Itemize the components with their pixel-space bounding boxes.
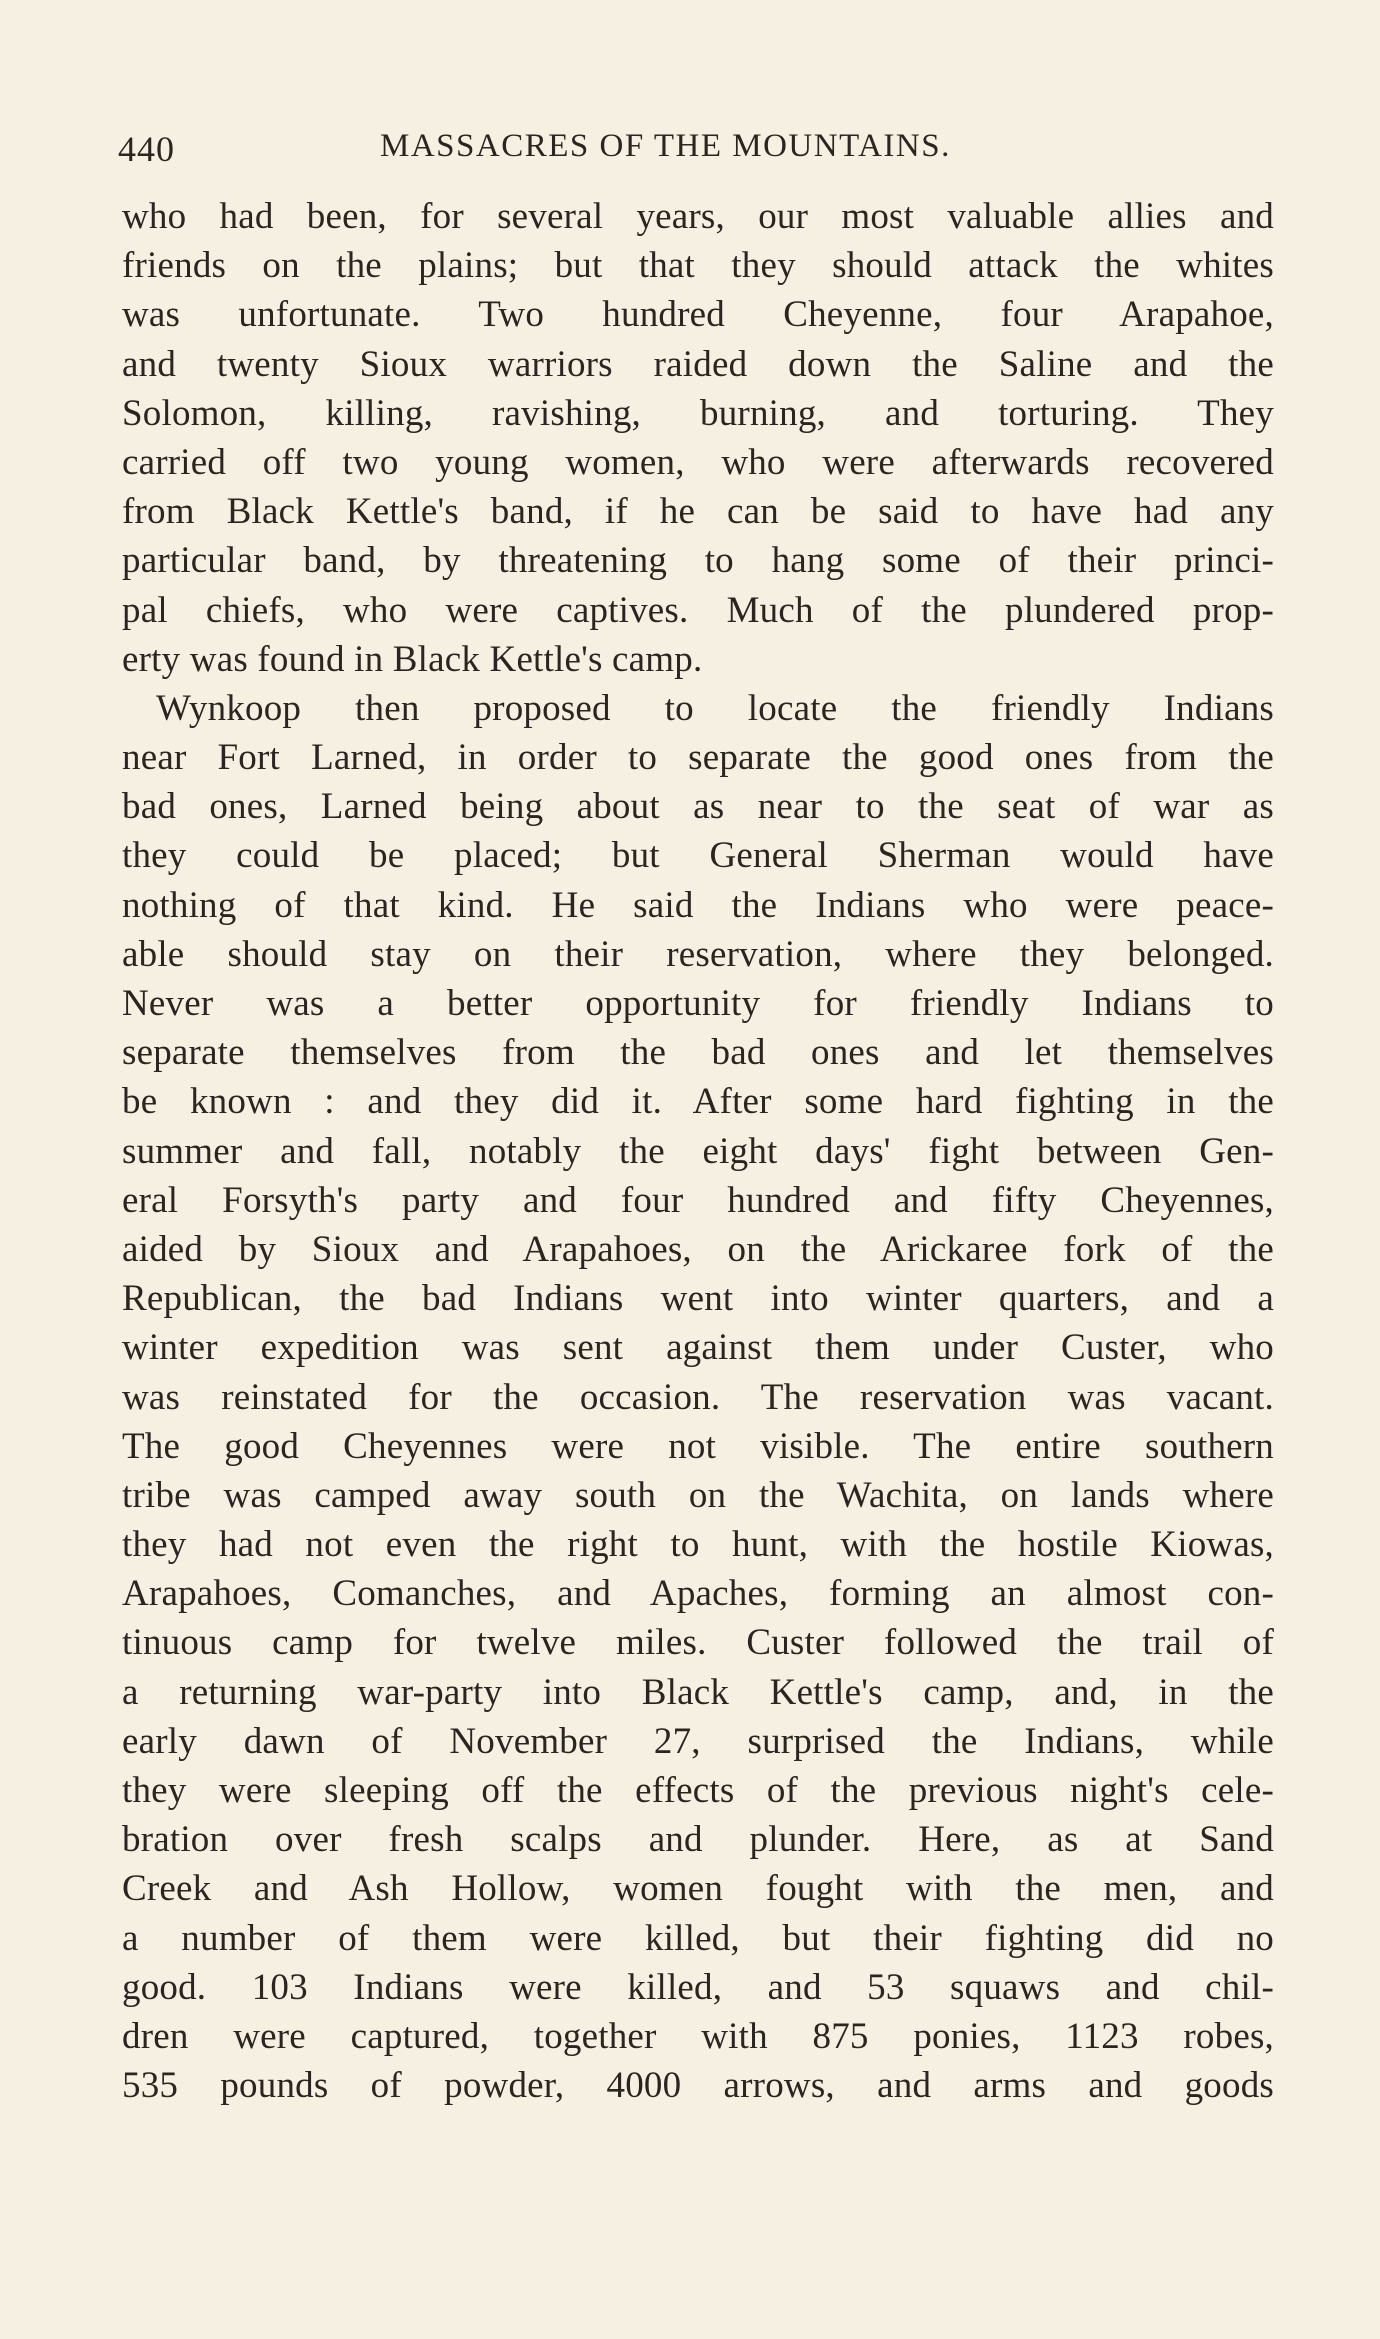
text-line: summer and fall, notably the eight days' fight between Gen- — [122, 1130, 1274, 1172]
text-line: and twenty Sioux warriors raided down the Saline and the — [122, 343, 1274, 385]
text-line: carried off two young women, who were afterwards recovered — [122, 441, 1274, 483]
page-number: 440 — [118, 129, 175, 169]
text-line: Solomon, killing, ravishing, burning, and torturing. They — [122, 392, 1274, 434]
text-line: they were sleeping off the effects of the previous night's cele- — [122, 1770, 1274, 1811]
text-line: be known : and they did it. After some hard fighting in the — [122, 1081, 1274, 1123]
text-line: particular band, by threatening to hang some of their princi- — [122, 540, 1274, 582]
text-line: The good Cheyennes were not visible. The entire southern — [122, 1425, 1274, 1467]
text-line: winter expedition was sent against them under Custer, who — [122, 1327, 1274, 1369]
text-line: they had not even the right to hunt, with the hostile Kiowas, — [122, 1524, 1274, 1566]
running-head — [118, 128, 1278, 174]
text-line: friends on the plains; but that they should attack the whites — [122, 245, 1274, 287]
text-line: near Fort Larned, in order to separate the good ones from the — [122, 737, 1274, 779]
text-line: separate themselves from the bad ones and let themselves — [122, 1032, 1274, 1074]
running-title: MASSACRES OF THE MOUNTAINS. — [380, 128, 951, 164]
text-line: tribe was camped away south on the Wachita, on lands where — [122, 1474, 1274, 1516]
text-line: Creek and Ash Hollow, women fought with the men, and — [122, 1868, 1274, 1910]
text-line: Wynkoop then proposed to locate the friendly Indians — [156, 687, 1274, 729]
text-line: from Black Kettle's band, if he can be said to have had any — [122, 491, 1274, 533]
text-line: Never was a better opportunity for friendly Indians to — [122, 983, 1274, 1024]
text-line: was unfortunate. Two hundred Cheyenne, four Arapahoe, — [122, 294, 1274, 336]
text-line: a returning war-party into Black Kettle's camp, and, in the — [122, 1671, 1274, 1713]
text-line: 535 pounds of powder, 4000 arrows, and arms and goods — [122, 2065, 1274, 2107]
text-line: bration over fresh scalps and plunder. Here, as at Sand — [122, 1819, 1274, 1861]
text-line: a number of them were killed, but their fighting did no — [122, 1917, 1274, 1959]
text-line: dren were captured, together with 875 ponies, 1123 robes, — [122, 2015, 1274, 2057]
text-line: good. 103 Indians were killed, and 53 squaws and chil- — [122, 1966, 1274, 2008]
text-line: was reinstated for the occasion. The reservation was vacant. — [122, 1376, 1274, 1418]
text-line: erty was found in Black Kettle's camp. — [122, 638, 703, 680]
text-line: pal chiefs, who were captives. Much of the plundered prop- — [122, 589, 1274, 631]
text-line: eral Forsyth's party and four hundred and fifty Cheyennes, — [122, 1179, 1274, 1221]
text-line: able should stay on their reservation, where they belonged. — [122, 933, 1274, 975]
body-text — [122, 192, 1274, 2110]
text-line: who had been, for several years, our most valuable allies and — [122, 196, 1274, 237]
text-line: Arapahoes, Comanches, and Apaches, forming an almost con- — [122, 1573, 1274, 1615]
text-line: early dawn of November 27, surprised the Indians, while — [122, 1720, 1274, 1762]
text-line: aided by Sioux and Arapahoes, on the Arickaree fork of the — [122, 1228, 1274, 1270]
text-line: bad ones, Larned being about as near to the seat of war as — [122, 786, 1274, 828]
text-line: nothing of that kind. He said the Indians who were peace- — [122, 884, 1274, 926]
text-line: they could be placed; but General Sherman would have — [122, 835, 1274, 877]
text-line: Republican, the bad Indians went into winter quarters, and a — [122, 1278, 1274, 1320]
text-line: tinuous camp for twelve miles. Custer followed the trail of — [122, 1622, 1274, 1664]
